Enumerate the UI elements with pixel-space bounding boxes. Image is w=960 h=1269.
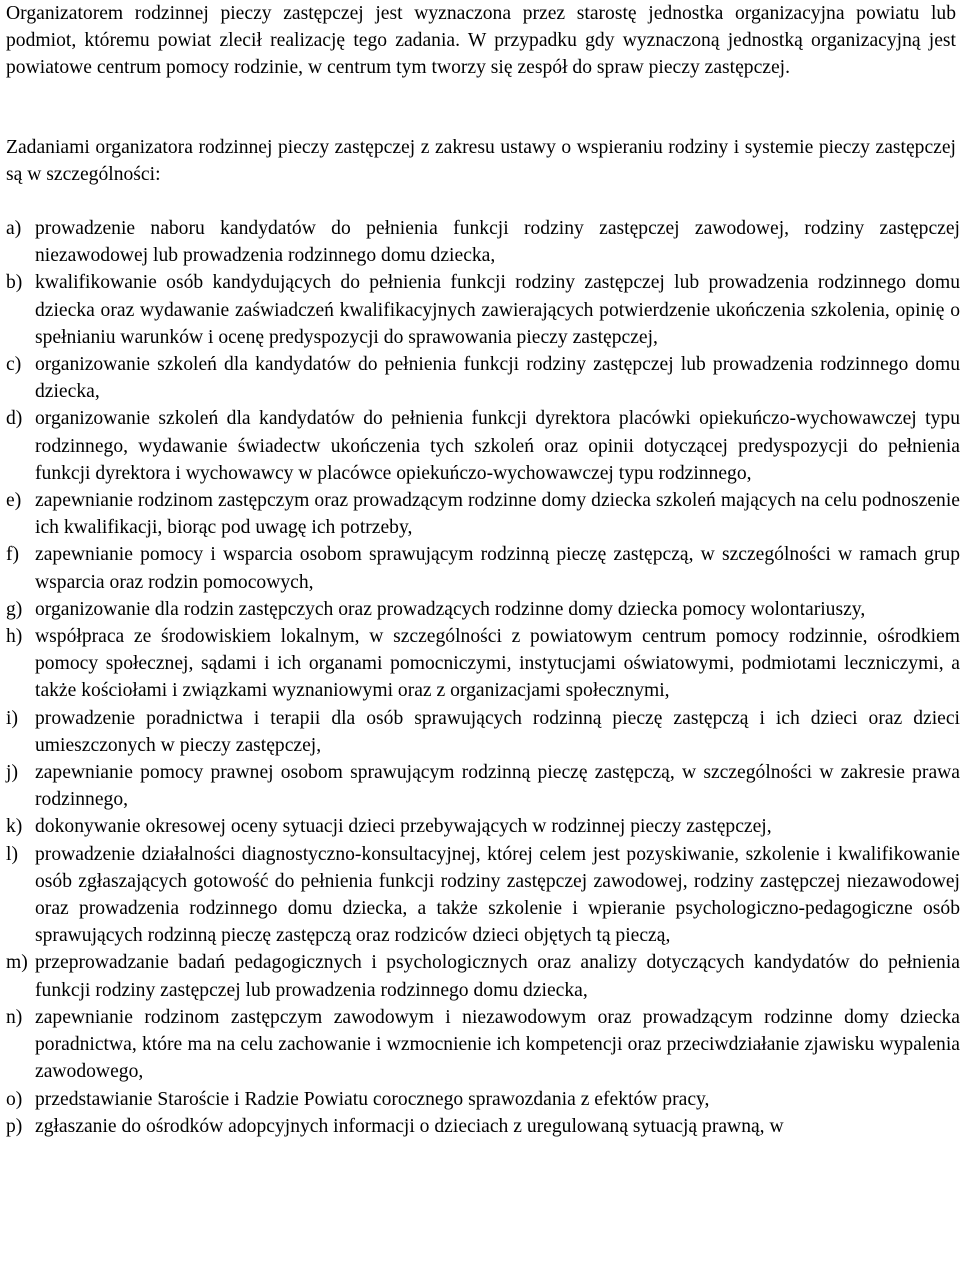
list-item-text: prowadzenie poradnictwa i terapii dla osób sprawujących rodzinną pieczę zastępczą i ich dzieci oraz dzieci umieszczonych w pieczy zastępczej, xyxy=(35,707,960,756)
list-item xyxy=(6,541,960,595)
tasks-list xyxy=(6,215,960,1140)
list-item-letter: b) xyxy=(6,272,23,294)
list-item-text: organizowanie szkoleń dla kandydatów do pełnienia funkcji dyrektora placówki opiekuńczo-wychowawczej typu rodzinnego, wydawanie świadectw ukończenia tych szkoleń oraz opinii dotyczącej predyspozycji do pełnienia funkcji dyrektora i wychowawcy w placówce opiekuńczo-wychowawczej typu rodzinnego, xyxy=(35,408,960,484)
list-item xyxy=(6,759,960,813)
list-item xyxy=(6,269,960,351)
list-item-letter: j) xyxy=(6,762,18,784)
list-item-letter: e) xyxy=(6,490,22,512)
list-item-text: zapewnianie rodzinom zastępczym oraz prowadzącym rodzinne domy dziecka szkoleń mających na celu podnoszenie ich kwalifikacji, biorąc pod uwagę ich potrzeby, xyxy=(35,490,960,539)
list-item-letter: i) xyxy=(6,707,18,729)
list-item-text: współpraca ze środowiskiem lokalnym, w szczególności z powiatowym centrum pomocy rodzinnie, ośrodkiem pomocy społecznej, sądami i ich organami pomocniczymi, instytucjami oświatowymi, podmiotami leczniczymi, a także kościołami i związkami wyznaniowymi oraz z organizacjami społecznymi, xyxy=(35,626,960,702)
list-item xyxy=(6,1113,960,1140)
list-item xyxy=(6,841,960,950)
list-item xyxy=(6,623,960,705)
list-item-text: prowadzenie naboru kandydatów do pełnienia funkcji rodziny zastępczej zawodowej, rodziny zastępczej niezawodowej lub prowadzenia rodzinnego domu dziecka, xyxy=(35,218,960,267)
list-item-letter: g) xyxy=(6,598,23,620)
list-item xyxy=(6,405,960,487)
list-item-letter: h) xyxy=(6,626,23,648)
list-item-letter: a) xyxy=(6,218,22,239)
list-item-text: przedstawianie Staroście i Radzie Powiatu corocznego sprawozdania z efektów pracy, xyxy=(35,1088,710,1110)
list-item xyxy=(6,596,960,623)
list-item-text: przeprowadzanie badań pedagogicznych i psychologicznych oraz analizy dotyczących kandydatów do pełnienia funkcji rodziny zastępczej lub prowadzenia rodzinnego domu dziecka, xyxy=(35,952,960,1001)
list-item-text: organizowanie szkoleń dla kandydatów do pełnienia funkcji rodziny zastępczej lub prowadzenia rodzinnego domu dziecka, xyxy=(35,354,960,403)
list-item-letter: k) xyxy=(6,816,23,838)
list-item xyxy=(6,487,960,541)
list-item-letter: d) xyxy=(6,408,23,430)
list-item-letter: m) xyxy=(6,952,28,974)
list-item xyxy=(6,351,960,405)
list-item-text: prowadzenie działalności diagnostyczno-konsultacyjnej, której celem jest pozyskiwanie, szkolenie i kwalifikowanie osób zgłaszających gotowość do pełnienia funkcji rodziny zastępczej zawodowej, rodziny zastępczej niezawodowej oraz prowadzenia rodzinnego domu dziecka, a także szkolenie i wpieranie psychologiczno-pedagogiczne osób sprawujących rodzinną pieczę zastępczą oraz rodziców dzieci objętych tą pieczą, xyxy=(35,843,960,947)
list-item-letter: o) xyxy=(6,1088,23,1110)
list-item xyxy=(6,813,960,840)
list-item xyxy=(6,215,960,269)
list-item-text: kwalifikowanie osób kandydujących do pełnienia funkcji rodziny zastępczej lub prowadzenia rodzinnego domu dziecka oraz wydawanie zaświadczeń kwalifikacyjnych zawierających potwierdzenie ukończenia szkolenia, opinię o spełnianiu warunków i ocenę predyspozycji do sprawowania pieczy zastępczej, xyxy=(35,272,960,348)
list-item-text: dokonywanie okresowej oceny sytuacji dzieci przebywających w rodzinnej pieczy zastępczej, xyxy=(35,816,772,838)
list-item-text: zgłaszanie do ośrodków adopcyjnych informacji o dzieciach z uregulowaną sytuacją prawną, w xyxy=(35,1115,784,1137)
list-item-letter: n) xyxy=(6,1006,23,1028)
intro-paragraph: Organizatorem rodzinnej pieczy zastępczej jest wyznaczona przez starostę jednostka organizacyjna powiatu lub podmiot, któremu powiat zlecił realizację tego zadania. W przypadku gdy wyznaczoną jednostką organizacyjną jest powiatowe centrum pomocy rodzinie, w centrum tym tworzy się zespół do spraw pieczy zastępczej. xyxy=(6,3,956,79)
list-item-letter: c) xyxy=(6,354,22,376)
list-item-text: zapewnianie pomocy i wsparcia osobom sprawującym rodzinną pieczę zastępczą, w szczególności w ramach grup wsparcia oraz rodzin pomocowych, xyxy=(35,544,960,593)
list-item xyxy=(6,949,960,1003)
list-item-text: zapewnianie pomocy prawnej osobom sprawującym rodzinną pieczę zastępczą, w szczególności w zakresie prawa rodzinnego, xyxy=(35,762,960,811)
list-item-text: zapewnianie rodzinom zastępczym zawodowym i niezawodowym oraz prowadzącym rodzinne domy dziecka poradnictwa, które ma na celu zachowanie i wzmocnienie ich kompetencji oraz przeciwdziałanie zjawisku wypalenia zawodowego, xyxy=(35,1006,960,1083)
list-item xyxy=(6,1086,960,1113)
list-item-letter: l) xyxy=(6,843,18,865)
list-item xyxy=(6,705,960,759)
tasks-intro-paragraph: Zadaniami organizatora rodzinnej pieczy zastępczej z zakresu ustawy o wspieraniu rodziny i systemie pieczy zastępczej są w szczególności: xyxy=(6,137,956,186)
list-item-letter: f) xyxy=(6,544,20,566)
list-item-letter: p) xyxy=(6,1115,23,1137)
list-item-text: organizowanie dla rodzin zastępczych oraz prowadzących rodzinne domy dziecka pomocy wolontariuszy, xyxy=(35,598,866,620)
list-item xyxy=(6,1004,960,1086)
